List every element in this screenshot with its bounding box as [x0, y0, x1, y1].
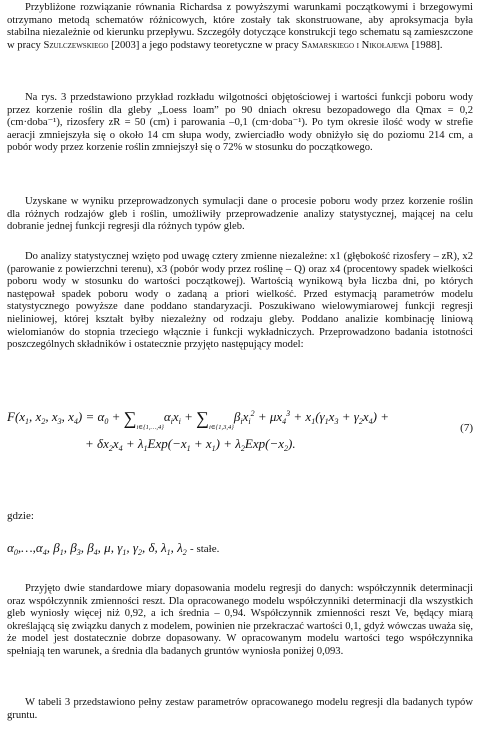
where-label: gdzie: — [7, 510, 34, 522]
equation-line-1: $F(x_1$, $x_2$, $x_3$, $x_4) = \alpha_0 + \sum_{i\in\{1,\dots,4\}}\alpha_ix_i + \sum_{i\in\{1,3,4\}}\beta_ix_i^2 + \mu x_4^3 + x_1(\gamma_1x_3 + \gamma_2x_4)$ + — [7, 408, 389, 431]
paragraph-6: W tabeli 3 przedstawiono pełny zestaw parametrów opracowanego modelu regresji dla badanych typów gruntu. — [7, 697, 473, 721]
paragraph-1 — [7, 2, 473, 52]
paragraph-1-text-a: Przybliżone rozwiązanie równania Richardsa z powyższymi warunkami początkowymi i brzegowymi otrzymano metodą schematów różnicowych, które zostały tak skonstruowane, aby aproksymacja była stabilna niezależnie od kierunku przepływu. Szczegóły dotyczące konstrukcji tego schematu są zamieszczone w pracy — [7, 2, 473, 51]
equation-line-2: + $\delta x_2x_4 + \lambda_1Exp(-x_1 + x_1) + \lambda_2Exp(-x_2)$. — [85, 436, 296, 453]
paragraph-2: Na rys. 3 przedstawiono przykład rozkładu wilgotności objętościowej i wartości funkcji poboru wody przez korzenie roślin dla gleby „Loess loam” po 90 dniach okresu bezopadowego dla Qmax = 0,2 (cm·doba⁻¹), rizosfery zR = 50 (cm) i parowania –0,1 (cm·doba⁻¹). Po tym okresie ilość wody w strefie aeracji zmniejszyła się o około 14 cm słupa wody, zwierciadło wody obniżyło się do poziomu 214 cm, a pobór wody przez korzenie roślin zmniejszył się o 72% w stosunku do początkowego. — [7, 92, 473, 154]
paragraph-4: Do analizy statystycznej wzięto pod uwagę cztery zmienne niezależne: x1 (głębokość rizosfery – zR), x2 (parowanie z powierzchni terenu), x3 (pobór wody przez roślinę – Q) oraz x4 (procentowy spadek wielkości poboru wody w stosunku do wartości początkowej). Wartością wynikową była liczba dni, po których następował spadek poboru wody o zadaną a priori wielkość. Przed estymacją parametrów modelu statystycznego powyższe dane poddano standaryzacji. Poszukiwano wielowymiarowej funkcji regresji nieliniowej, której kształt byłby niezależny od rodzaju gleby. Poddano analizie kombinację liniową wielomianów do stopnia trzeciego włącznie i funkcji wykładniczych. Przeprowadzono badania istotności poszczególnych składników i ostatecznie przyjęto następujący model: — [7, 251, 473, 351]
equation-number: (7) — [460, 422, 473, 434]
citation-author-2: Samarskiego i Nikołajewa — [301, 39, 409, 51]
paragraph-1-text-b: [2003] a jego podstawy teoretyczne w pracy — [108, 39, 302, 51]
paragraph-1-text-c: [1988]. — [408, 39, 443, 51]
citation-author-1: Szulczewskiego — [43, 39, 109, 51]
paragraph-3: Uzyskane w wyniku przeprowadzonych symulacji dane o procesie poboru wody przez korzenie roślin dla różnych rodzajów gleb i roślin, umożliwiły przeprowadzenie analizy statystycznej, mającej na celu dobranie jednej funkcji regresji dla różnych typów gleb. — [7, 196, 473, 233]
equation-7 — [7, 404, 473, 464]
constants-label: - stałe. — [190, 543, 220, 555]
constants-list: $\alpha_0,\dots,\alpha_4$, $\beta_1$, $\beta_3$, $\beta_4$, μ, $\gamma_1$, $\gamma_2$, δ, $\lambda_1$, $\lambda_2$ - stałe. — [7, 540, 220, 557]
paragraph-5: Przyjęto dwie standardowe miary dopasowania modelu regresji do danych: współczynnik determinacji oraz współczynnik zmienności reszt. Dla opracowanego modelu współczynniki determinacji dla wszystkich gleb wyniosły więcej niż 0,92, a ich średnia – 0,94. Współczynnik zmienności reszt Ve, będący miarą określającą się związku danych z modelem, powinien nie przekraczać wartości 0,1, gdyż wówczas uważa się, że model jest dostatecznie dobrze dopasowany. W opracowanym modelu wartości tego współczynnika spełniają ten warunek, a średnia dla badanych gruntów wyniosła poniżej 0,093. — [7, 583, 473, 657]
